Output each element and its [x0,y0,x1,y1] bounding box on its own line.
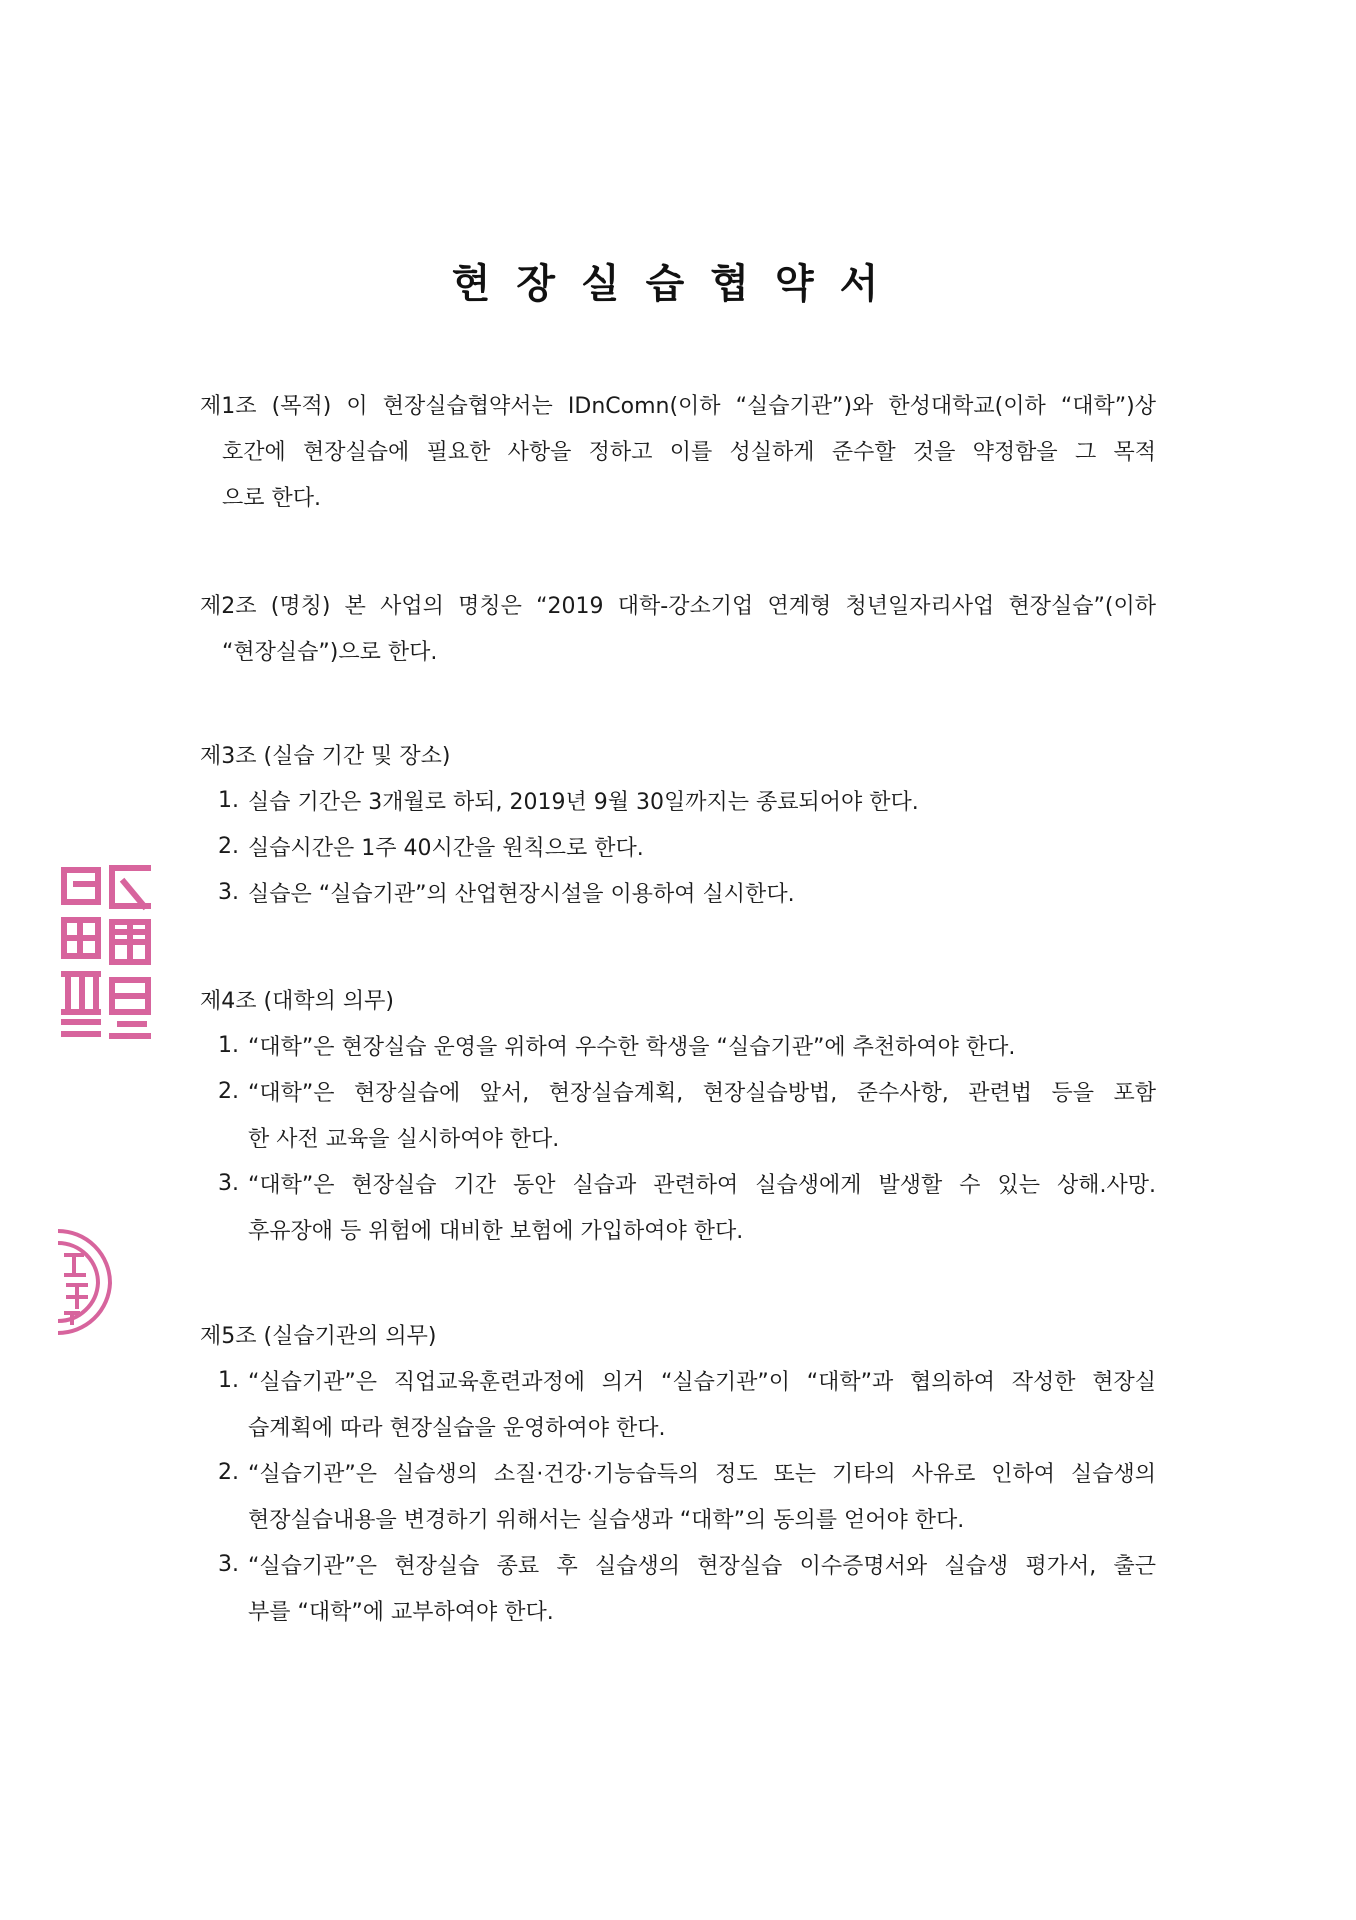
list-item-text: “대학”은 현장실습에 앞서, 현장실습계획, 현장실습방법, 준수사항, 관련법 등을 포함 [248,1081,1156,1106]
list-item [200,880,1156,910]
list-item-text: “대학”은 현장실습 운영을 위하여 우수한 학생을 “실습기관”에 추천하여야 한다. [248,1035,1016,1060]
article-3-heading: 제3조 (실습 기간 및 장소) [200,744,451,769]
list-item-continuation: 한 사전 교육을 실시하여야 한다. [248,1127,560,1152]
seal-round-graphic [58,1225,116,1335]
list-item [200,1552,1156,1628]
list-item-number: 1. [218,1368,239,1393]
list-item [200,788,1156,818]
article-2-line-1: 제2조 (명칭) 본 사업의 명칭은 “2019 대학-강소기업 연계형 청년일자리사업 현장실습”(이하 [200,594,1156,619]
seal-stamp-round [58,1225,116,1335]
list-item-number: 3. [218,1552,239,1577]
article-1-line-1: 제1조 (목적) 이 현장실습협약서는 IDnComn(이하 “실습기관”)와 한성대학교(이하 “대학”)상 [200,394,1156,419]
article-2-line-2: “현장실습”)으로 한다. [222,640,438,665]
list-item-number: 2. [218,834,239,859]
list-item-continuation: 현장실습내용을 변경하기 위해서는 실습생과 “대학”의 동의를 얻어야 한다. [248,1508,965,1533]
list-item [200,1460,1156,1536]
list-item-number: 2. [218,1460,239,1485]
list-item-text: 실습 기간은 3개월로 하되, 2019년 9월 30일까지는 종료되어야 한다. [248,790,919,815]
article-1-line-3: 으로 한다. [222,486,321,511]
list-item-number: 1. [218,788,239,813]
list-item-text: 실습은 “실습기관”의 산업현장시설을 이용하여 실시한다. [248,882,795,907]
list-item-text: “실습기관”은 직업교육훈련과정에 의거 “실습기관”이 “대학”과 협의하여 작성한 현장실 [248,1370,1156,1395]
list-item-continuation: 후유장애 등 위험에 대비한 보험에 가입하여야 한다. [248,1219,744,1244]
list-item-continuation: 습계획에 따라 현장실습을 운영하여야 한다. [248,1416,666,1441]
list-item [200,834,1156,864]
list-item-text: 실습시간은 1주 40시간을 원칙으로 한다. [248,836,644,861]
list-item [200,1033,1156,1063]
list-item-text: “대학”은 현장실습 기간 동안 실습과 관련하여 실습생에게 발생할 수 있는 상해.사망. [248,1173,1156,1198]
list-item-text: “실습기관”은 현장실습 종료 후 실습생의 현장실습 이수증명서와 실습생 평가서, 출근 [248,1554,1156,1579]
article-4-heading: 제4조 (대학의 의무) [200,989,394,1014]
list-item-number: 3. [218,1171,239,1196]
seal-rect-graphic [58,862,154,1040]
seal-stamp-rectangular [58,862,154,1040]
list-item [200,1171,1156,1247]
list-item-number: 2. [218,1079,239,1104]
list-item-number: 1. [218,1033,239,1058]
article-1-line-2: 호간에 현장실습에 필요한 사항을 정하고 이를 성실하게 준수할 것을 약정함을 그 목적 [222,440,1156,465]
article-5-heading: 제5조 (실습기관의 의무) [200,1324,437,1349]
list-item [200,1368,1156,1444]
list-item-number: 3. [218,880,239,905]
list-item-continuation: 부를 “대학”에 교부하여야 한다. [248,1600,554,1625]
list-item [200,1079,1156,1155]
list-item-text: “실습기관”은 실습생의 소질·건강·기능습득의 정도 또는 기타의 사유로 인하여 실습생의 [248,1462,1156,1487]
document-title: 현장실습협약서 [451,261,905,307]
